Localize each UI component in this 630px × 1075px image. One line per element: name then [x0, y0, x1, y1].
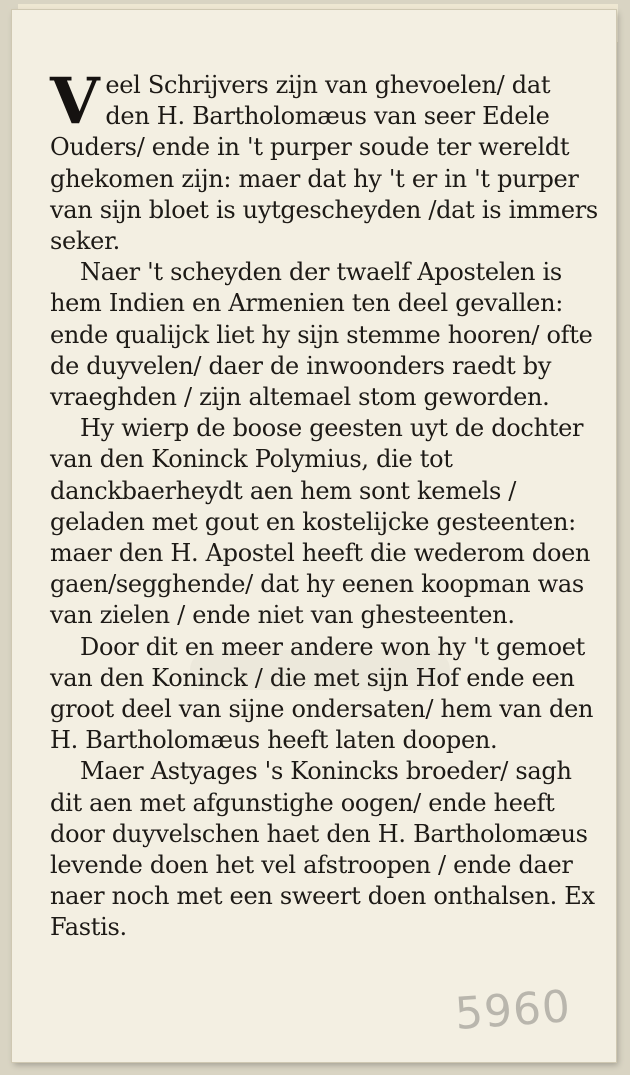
paragraph-3: Hy wierp de boose geesten uyt de dochter van den Koninck Polymius, die tot danckbaerheydt aen hem sont kemels / geladen met gout en kostelijcke gesteenten: maer den H. Apostel heeft die wederom doen gaen/segghende/ dat hy eenen koopman was van zielen / ende niet van ghesteenten. — [50, 414, 591, 630]
paragraph-4: Door dit en meer andere won hy 't gemoet van den Koninck / die met sijn Hof ende een groot deel van sijne ondersaten/ hem van den H. Bartholomæus heeft laten doopen. — [50, 632, 594, 755]
drop-cap: V — [50, 64, 100, 139]
paragraph-5: Maer Astyages 's Konincks broeder/ sagh dit aen met afgunstighe oogen/ ende heeft door duyvelschen haet den H. Bartholomæus levende doen het vel afstroopen / ende daer naer noch met een sweert doen onthalsen. Ex Fastis. — [50, 757, 595, 942]
paragraph-1-text: eel Schrijvers zijn van ghevoelen/ dat den H. Bartholomæus van seer Edele Ouders/ ende in 't purper soude ter wereldt ghekomen zijn: maer dat hy 't er in 't purper van sijn bloet is uytgescheyden /dat is immers seker. — [50, 71, 598, 256]
paragraph-2: Naer 't scheyden der twaelf Apostelen is hem Indien en Armenien ten deel gevallen: ende qualijck liet hy sijn stemme hooren/ ofte de duyvelen/ daer de inwoonders raedt by vraeghden / zijn altemael stom geworden. — [50, 258, 593, 412]
paragraph-1 — [50, 64, 598, 257]
pencil-inventory-number: 5960 — [453, 981, 573, 1040]
body-text — [50, 64, 598, 944]
